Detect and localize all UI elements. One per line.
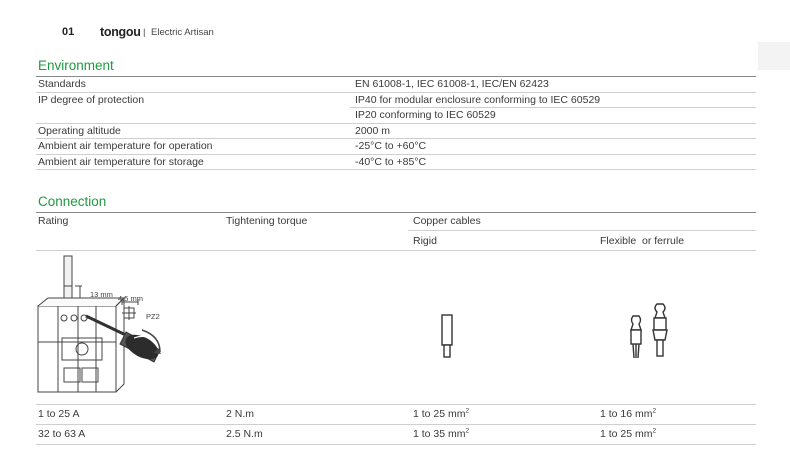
brand-tagline: Electric Artisan	[151, 27, 214, 38]
row-value: -40°C to +85°C	[355, 156, 427, 168]
flexible-ferrule-cable-icon	[627, 300, 673, 360]
row-divider	[350, 107, 756, 108]
header-flexible: Flexible or ferrule	[600, 235, 685, 247]
header-copper-cables: Copper cables	[413, 215, 481, 227]
row-value: -25°C to +60°C	[355, 140, 427, 152]
header-rule	[36, 250, 756, 251]
row-divider	[36, 123, 756, 124]
connection-top-rule	[36, 212, 756, 213]
corner-tab	[758, 42, 790, 70]
flexible-cell: 1 to 16 $mm^2$	[600, 407, 657, 420]
header-divider: |	[143, 27, 146, 38]
brand-logo: tongou	[100, 25, 141, 39]
rigid-cable-icon	[440, 314, 454, 358]
page-number: 01	[62, 26, 75, 38]
row-value: 2000 m	[355, 125, 391, 137]
row-divider	[36, 138, 756, 139]
screwdriver-type-label: PZ2	[146, 312, 160, 321]
torque-cell: 2 N.m	[226, 408, 255, 420]
row-divider	[36, 154, 756, 155]
rigid-cell: 1 to 35 $mm^2$	[413, 427, 470, 440]
row-label: Standards	[38, 78, 86, 90]
header-torque: Tightening torque	[226, 215, 308, 227]
rating-cell: 1 to 25 A	[38, 408, 80, 420]
row-divider	[36, 169, 756, 170]
row-divider	[36, 424, 756, 425]
screwdriver-width-label: 4.5 mm	[118, 294, 144, 303]
row-label: Ambient air temperature for operation	[38, 140, 213, 152]
header-rating: Rating	[38, 215, 69, 227]
flexible-cell: 1 to 25 $mm^2$	[600, 427, 657, 440]
breaker-illustration	[34, 252, 224, 398]
torque-cell: 2.5 N.m	[226, 428, 263, 440]
row-label: IP degree of protection	[38, 94, 145, 106]
strip-length-label: 13 mm	[90, 290, 113, 299]
connection-title: Connection	[38, 194, 107, 209]
illustration-rule	[36, 404, 756, 405]
environment-top-rule	[36, 76, 756, 77]
copper-subrule	[408, 230, 756, 231]
row-divider	[36, 92, 756, 93]
environment-title: Environment	[38, 58, 114, 73]
row-value: EN 61008-1, IEC 61008-1, IEC/EN 62423	[355, 78, 549, 90]
row-value: IP20 conforming to IEC 60529	[355, 109, 496, 121]
rigid-cell: 1 to 25 $mm^2$	[413, 407, 470, 420]
rating-cell: 32 to 63 A	[38, 428, 86, 440]
row-value: IP40 for modular enclosure conforming to IEC 60529	[355, 94, 601, 106]
row-label: Ambient air temperature for storage	[38, 156, 204, 168]
row-divider	[36, 444, 756, 445]
row-label: Operating altitude	[38, 125, 121, 137]
header-rigid: Rigid	[413, 235, 437, 247]
